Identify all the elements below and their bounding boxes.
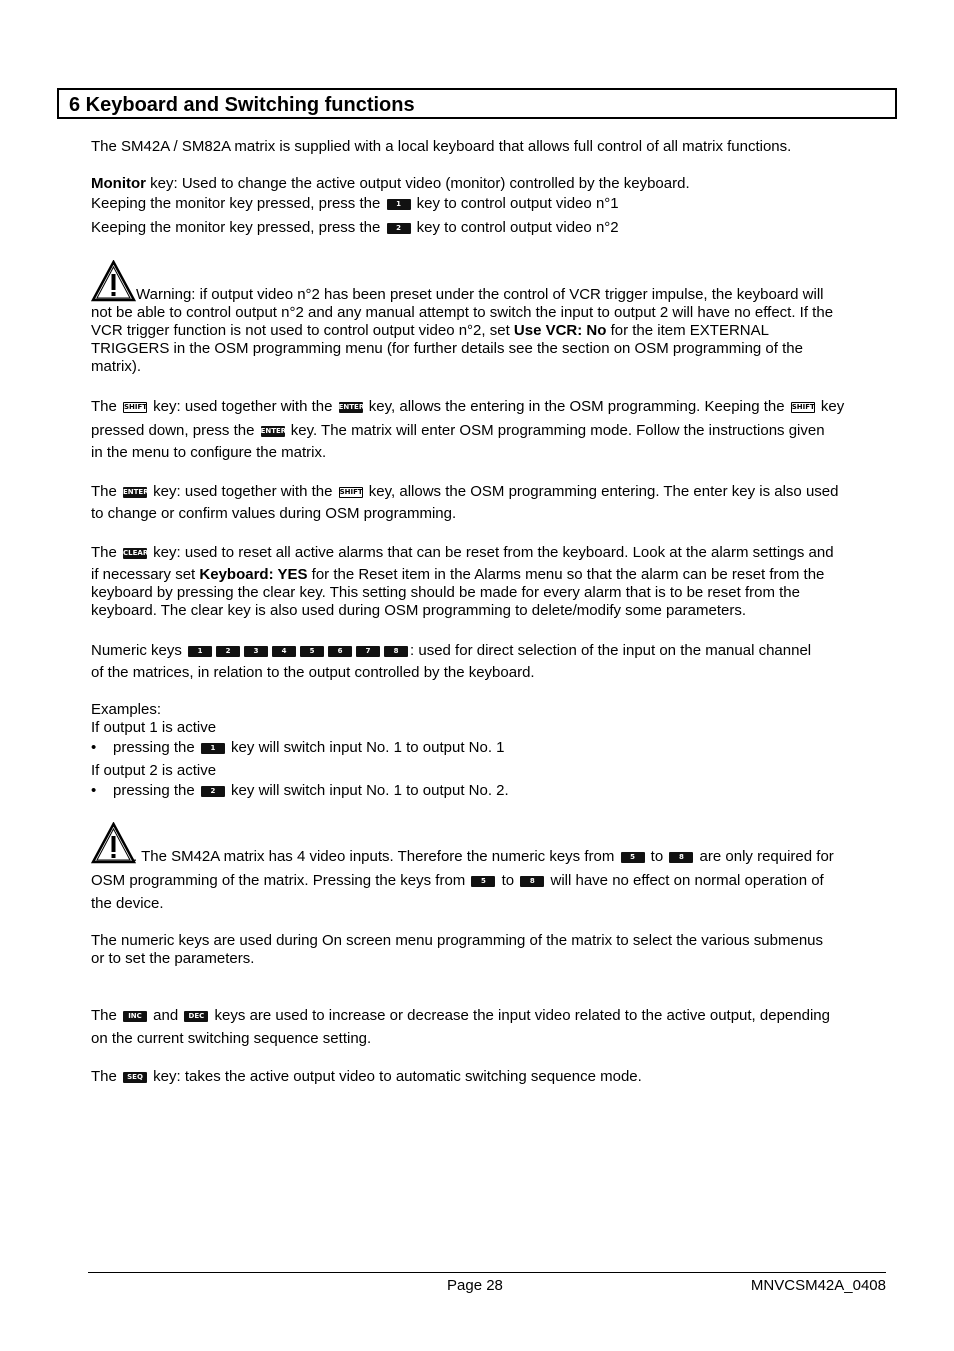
examples-block: Examples: If output 1 is active • pressing the 1 key will switch input No. 1 to output No. 1 If output 2 is active • pressing the 2 key will switch input No. 1 to output No. 2.	[91, 701, 891, 800]
key-2-icon: 2	[201, 786, 225, 797]
key-1-icon: 1	[201, 743, 225, 754]
inc-key-icon: INC	[123, 1011, 147, 1022]
key-8-icon: 8	[669, 852, 693, 863]
key-1-icon: 1	[188, 646, 212, 657]
enter-paragraph: The ENTER key: used together with the SHIFT key, allows the OSM programming entering. The enter key is also used to change or confirm values during OSM programming.	[91, 483, 839, 522]
enter-key-icon: ENTER	[260, 426, 287, 435]
section-title: 6 Keyboard and Switching functions	[69, 94, 415, 116]
warning-paragraph-1: Warning: if output video n°2 has been preset under the control of VCR trigger impulse, the keyboard will not be able to control output n°2 and any manual attempt to switch the input to output 2 will have no effect. If the VCR trigger function is not used to control output video n°2, set Use VCR: No for the item EXTERNAL TRIGGERS in the OSM programming menu (for further details see the section on OSM programming of the matrix).	[91, 286, 834, 375]
numeric-paragraph: Numeric keys 1 2 3 4 5 6 7 8 : used for direct selection of the input on the manual channel of the matrices, in relation to the output controlled by the keyboard.	[91, 642, 812, 681]
dec-key-icon: DEC	[184, 1011, 208, 1022]
numeric-paragraph-2: The numeric keys are used during On screen menu programming of the matrix to select the various submenus or to set the parameters.	[91, 932, 824, 967]
key-1-icon: 1	[387, 199, 411, 210]
key-2-icon: 2	[216, 646, 240, 657]
shift-key-icon: SHIFT	[124, 402, 148, 411]
key-7-icon: 7	[356, 646, 380, 657]
intro-paragraph: The SM42A / SM82A matrix is supplied with a local keyboard that allows full control of all matrix functions.	[91, 138, 792, 155]
key-4-icon: 4	[272, 646, 296, 657]
key-2-icon: 2	[387, 223, 411, 234]
warning-paragraph-2: . The SM42A matrix has 4 video inputs. Therefore the numeric keys from 5 to 8 are only required for OSM programming of the matrix. Pressing the keys from 5 to 8 will have no effect on normal operation of the device.	[91, 848, 834, 912]
clear-paragraph: The CLEAR key: used to reset all active alarms that can be reset from the keyboard. Look at the alarm settings and if necessary set Keyboard: YES for the Reset item in the Alarms menu so that the alarm can be reset from the keyboard by pressing the clear key. This setting should be made for every alarm that is to be reset from the keyboard. The clear key is also used during OSM programming to delete/modify some parameters.	[91, 544, 834, 619]
shift-key-icon: SHIFT	[339, 487, 363, 496]
key-8-icon: 8	[384, 646, 408, 657]
monitor-paragraph: Monitor key: Used to change the active output video (monitor) controlled by the keyboard. Keeping the monitor key pressed, press the 1 key to control output video n°1 Keeping the monitor key pressed, press the 2 key to control output video n°2	[91, 175, 690, 236]
list-item: • pressing the 1 key will switch input No. 1 to output No. 1	[91, 739, 891, 757]
enter-key-icon: ENTER	[123, 487, 149, 496]
key-5-icon: 5	[621, 852, 645, 863]
key-5-icon: 5	[471, 876, 495, 887]
key-5-icon: 5	[300, 646, 324, 657]
clear-key-icon: CLEAR	[123, 548, 149, 557]
key-3-icon: 3	[244, 646, 268, 657]
section-title-box	[57, 88, 897, 119]
incdec-paragraph: The INC and DEC keys are used to increase or decrease the input video related to the active output, depending on the current switching sequence setting.	[91, 1007, 830, 1047]
page-number: Page 28	[447, 1277, 503, 1294]
seq-paragraph: The SEQ key: takes the active output video to automatic switching sequence mode.	[91, 1068, 642, 1085]
key-6-icon: 6	[328, 646, 352, 657]
seq-key-icon: SEQ	[123, 1072, 147, 1083]
shift-paragraph: The SHIFT key: used together with the ENTER key, allows the entering in the OSM programming. Keeping the SHIFT key pressed down, press the ENTER key. The matrix will enter OSM programming mode. Follow the instructions given in the menu to configure the matrix.	[91, 398, 845, 461]
shift-key-icon: SHIFT	[791, 402, 815, 411]
list-item: • pressing the 2 key will switch input No. 1 to output No. 2.	[91, 782, 891, 800]
enter-key-icon: ENTER	[338, 402, 365, 411]
footer-divider	[88, 1272, 886, 1273]
monitor-label: Monitor	[91, 175, 146, 192]
key-8-icon: 8	[520, 876, 544, 887]
document-code: MNVCSM42A_0408	[750, 1277, 886, 1294]
